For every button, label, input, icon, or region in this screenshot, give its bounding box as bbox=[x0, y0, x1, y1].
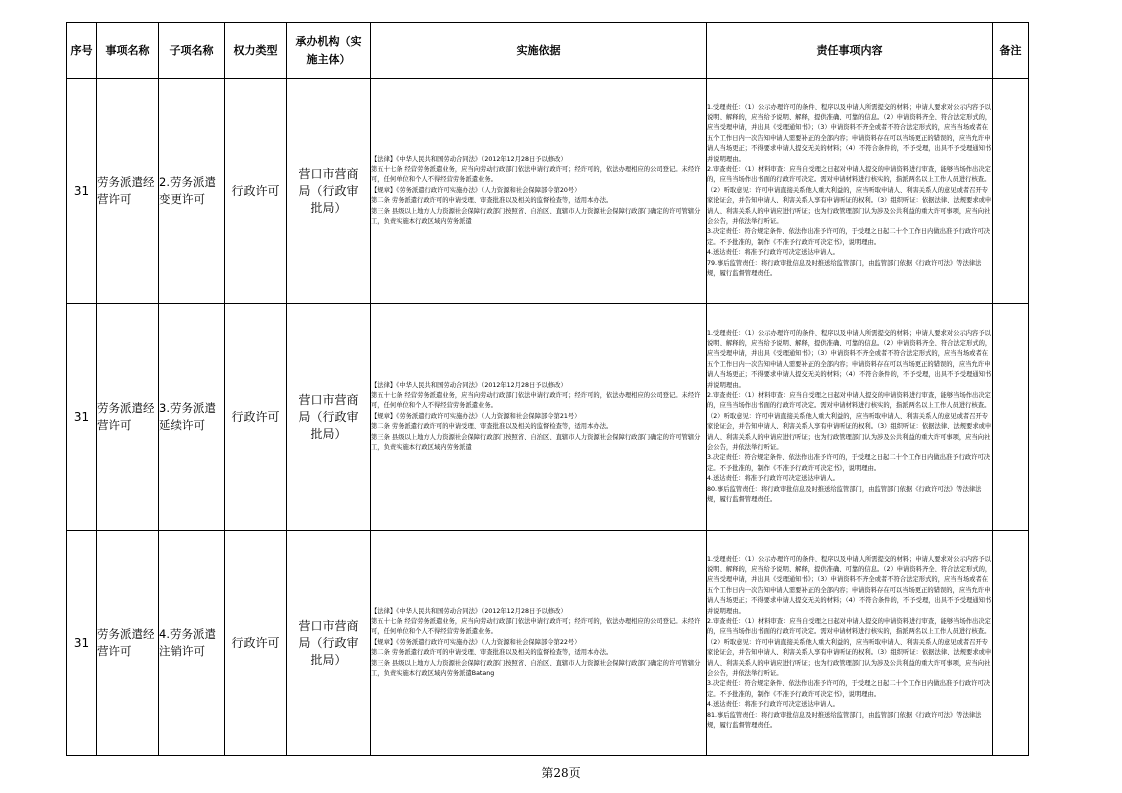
cell-note bbox=[993, 79, 1029, 304]
page-number: 第28页 bbox=[541, 766, 581, 780]
header-seq: 序号 bbox=[67, 23, 97, 79]
cell-subitem-name: 2.劳务派遣变更许可 bbox=[159, 79, 225, 304]
responsibility-table bbox=[66, 22, 1029, 756]
responsibility-text: 1.受理责任：（1）公示办理许可的条件、程序以及申请人所需提交的材料；申请人要求对公示内容予以说明、解释的，应当给予说明、解释，提供准确、可靠的信息。（2）申请资料齐全、符合法定形式的，应当受理申请，并出具《受理通知书》；（3）申请资料不齐全或者不符合法定形式的，应当当场或者在五个工作日内一次告知申请人需要补正的全部内容；申请资料存在可以当场更正的错误的，应当允许申请人当场更正；不得要求申请人提交无关的材料；（4）不符合条件的，不予受理，出具不予受理通知书并说明理由。 2.审查责任：（1）材料审查：应当自受理之日起对申请人提交的申请资料进行审查，能够当场作出决定的，应当当场作出书面的行政许可决定。需对申请材料进行核实的，指派两名以上工作人员进行核查。（2）听取意见：许可申请直接关系他人重大利益的，应当听取申请人、利害关系人的意见或者召开专家论证会，并告知申请人、利害关系人享有申请听证的权利。（3）组织听证：依据法律、法规要求或申请人、利害关系人的申请应进行听证；也为行政管理部门认为涉及公共利益的重大许可事项，应当向社会公告，并依法举行听证。 3.决定责任：符合规定条件、依法作出准予许可的，于受理之日起二十个工作日内做出准予行政许可决定。不予批准的，制作《不准予行政许可决定书》，说明理由。 4.送达责任：将准予行政许可决定送达申请人。 79.事后监管责任：将行政审批信息及时推送给监管部门，由监管部门依据《行政许可法》等法律法规，履行监督管理责任。 bbox=[707, 103, 992, 278]
cell-power-type: 行政许可 bbox=[225, 79, 287, 304]
table-row bbox=[67, 79, 1029, 304]
cell-seq: 31 bbox=[67, 531, 97, 756]
header-basis: 实施依据 bbox=[371, 23, 707, 79]
cell-seq: 31 bbox=[67, 79, 97, 304]
header-agency: 承办机构（实施主体） bbox=[287, 23, 371, 79]
cell-power-type: 行政许可 bbox=[225, 531, 287, 756]
cell-seq: 31 bbox=[67, 304, 97, 531]
header-power-type: 权力类型 bbox=[225, 23, 287, 79]
header-item-name: 事项名称 bbox=[97, 23, 159, 79]
cell-note bbox=[993, 304, 1029, 531]
responsibility-text: 1.受理责任：（1）公示办理许可的条件、程序以及申请人所需提交的材料；申请人要求对公示内容予以说明、解释的，应当给予说明、解释，提供准确、可靠的信息。（2）申请资料齐全、符合法定形式的，应当受理申请，并出具《受理通知书》；（3）申请资料不齐全或者不符合法定形式的，应当当场或者在五个工作日内一次告知申请人需要补正的全部内容；申请资料存在可以当场更正的错误的，应当允许申请人当场更正；不得要求申请人提交无关的材料；（4）不符合条件的，不予受理，出具不予受理通知书并说明理由。 2.审查责任：（1）材料审查：应当自受理之日起对申请人提交的申请资料进行审查，能够当场作出决定的，应当当场作出书面的行政许可决定。需对申请材料进行核实的，指派两名以上工作人员进行核查。（2）听取意见：许可申请直接关系他人重大利益的，应当听取申请人、利害关系人的意见或者召开专家论证会，并告知申请人、利害关系人享有申请听证的权利。（3）组织听证：依据法律、法规要求或申请人、利害关系人的申请应进行听证；也为行政管理部门认为涉及公共利益的重大许可事项，应当向社会公告，并依法举行听证。 3.决定责任：符合规定条件、依法作出准予许可的，于受理之日起二十个工作日内做出准予行政许可决定。不予批准的，制作《不准予行政许可决定书》，说明理由。 4.送达责任：将准予行政许可决定送达申请人。 80.事后监管责任：将行政审批信息及时推送给监管部门，由监管部门依据《行政许可法》等法律法规，履行监督管理责任。 bbox=[707, 329, 992, 504]
table-row bbox=[67, 531, 1029, 756]
cell-item-name: 劳务派遣经营许可 bbox=[97, 304, 159, 531]
header-note: 备注 bbox=[993, 23, 1029, 79]
cell-note bbox=[993, 531, 1029, 756]
basis-text: 【法律】《中华人民共和国劳动合同法》（2012年12月28日予以修改） 第五十七条 经营劳务派遣业务，应当向劳动行政部门依法申请行政许可；经许可的，依法办理相应的公司登记。未经许可，任何单位和个人不得经营劳务派遣业务。 【规章】《劳务派遣行政许可实施办法》（人力资源和社会保障部令第22号） 第二条 劳务派遣行政许可的申请受理、审查批准以及相关的监督检查等，适用本办法。 第三条 县级以上地方人力资源社会保障行政部门按照省、自治区、直辖市人力资源社会保障行政部门确定的许可管辖分工，负责实施本行政区域内劳务派遣Batang bbox=[371, 607, 701, 678]
cell-agency: 营口市营商局（行政审批局） bbox=[287, 531, 371, 756]
basis-text: 【法律】《中华人民共和国劳动合同法》（2012年12月28日予以修改） 第五十七条 经营劳务派遣业务，应当向劳动行政部门依法申请行政许可；经许可的，依法办理相应的公司登记。未经许可，任何单位和个人不得经营劳务派遣业务。 【规章】《劳务派遣行政许可实施办法》（人力资源和社会保障部令第21号） 第二条 劳务派遣行政许可的申请受理、审查批准以及相关的监督检查等，适用本办法。 第三条 县级以上地方人力资源社会保障行政部门按照省、自治区、直辖市人力资源社会保障行政部门确定的许可管辖分工，负责实施本行政区域内劳务派遣 bbox=[371, 381, 701, 452]
cell-subitem-name: 4.劳务派遣注销许可 bbox=[159, 531, 225, 756]
table-row bbox=[67, 304, 1029, 531]
cell-basis bbox=[371, 79, 707, 304]
cell-power-type: 行政许可 bbox=[225, 304, 287, 531]
responsibility-text: 1.受理责任：（1）公示办理许可的条件、程序以及申请人所需提交的材料；申请人要求对公示内容予以说明、解释的，应当给予说明、解释，提供准确、可靠的信息。（2）申请资料齐全、符合法定形式的，应当受理申请，并出具《受理通知书》；（3）申请资料不齐全或者不符合法定形式的，应当当场或者在五个工作日内一次告知申请人需要补正的全部内容；申请资料存在可以当场更正的错误的，应当允许申请人当场更正；不得要求申请人提交无关的材料；（4）不符合条件的，不予受理，出具不予受理通知书并说明理由。 2.审查责任：（1）材料审查：应当自受理之日起对申请人提交的申请资料进行审查，能够当场作出决定的，应当当场作出书面的行政许可决定。需对申请材料进行核实的，指派两名以上工作人员进行核查。（2）听取意见：许可申请直接关系他人重大利益的，应当听取申请人、利害关系人的意见或者召开专家论证会，并告知申请人、利害关系人享有申请听证的权利。（3）组织听证：依据法律、法规要求或申请人、利害关系人的申请应进行听证；也为行政管理部门认为涉及公共利益的重大许可事项，应当向社会公告，并依法举行听证。 3.决定责任：符合规定条件、依法作出准予许可的，于受理之日起二十个工作日内做出准予行政许可决定。不予批准的，制作《不准予行政许可决定书》，说明理由。 4.送达责任：将准予行政许可决定送达申请人。 81.事后监管责任：将行政审批信息及时推送给监管部门，由监管部门依据《行政许可法》等法律法规，履行监督管理责任。 bbox=[707, 555, 992, 730]
cell-responsibility bbox=[707, 79, 993, 304]
cell-responsibility bbox=[707, 531, 993, 756]
cell-basis bbox=[371, 304, 707, 531]
basis-text: 【法律】《中华人民共和国劳动合同法》（2012年12月28日予以修改） 第五十七条 经营劳务派遣业务，应当向劳动行政部门依法申请行政许可；经许可的，依法办理相应的公司登记。未经许可，任何单位和个人不得经营劳务派遣业务。 【规章】《劳务派遣行政许可实施办法》（人力资源和社会保障部令第20号） 第二条 劳务派遣行政许可的申请受理、审查批准以及相关的监督检查等，适用本办法。 第三条 县级以上地方人力资源社会保障行政部门按照省、自治区、直辖市人力资源社会保障行政部门确定的许可管辖分工，负责实施本行政区域内劳务派遣 bbox=[371, 155, 701, 226]
cell-item-name: 劳务派遣经营许可 bbox=[97, 79, 159, 304]
cell-responsibility bbox=[707, 304, 993, 531]
cell-item-name: 劳务派遣经营许可 bbox=[97, 531, 159, 756]
cell-agency: 营口市营商局（行政审批局） bbox=[287, 79, 371, 304]
header-responsibility: 责任事项内容 bbox=[707, 23, 993, 79]
cell-subitem-name: 3.劳务派遣延续许可 bbox=[159, 304, 225, 531]
cell-basis bbox=[371, 531, 707, 756]
header-row bbox=[67, 23, 1029, 79]
cell-agency: 营口市营商局（行政审批局） bbox=[287, 304, 371, 531]
header-subitem-name: 子项名称 bbox=[159, 23, 225, 79]
